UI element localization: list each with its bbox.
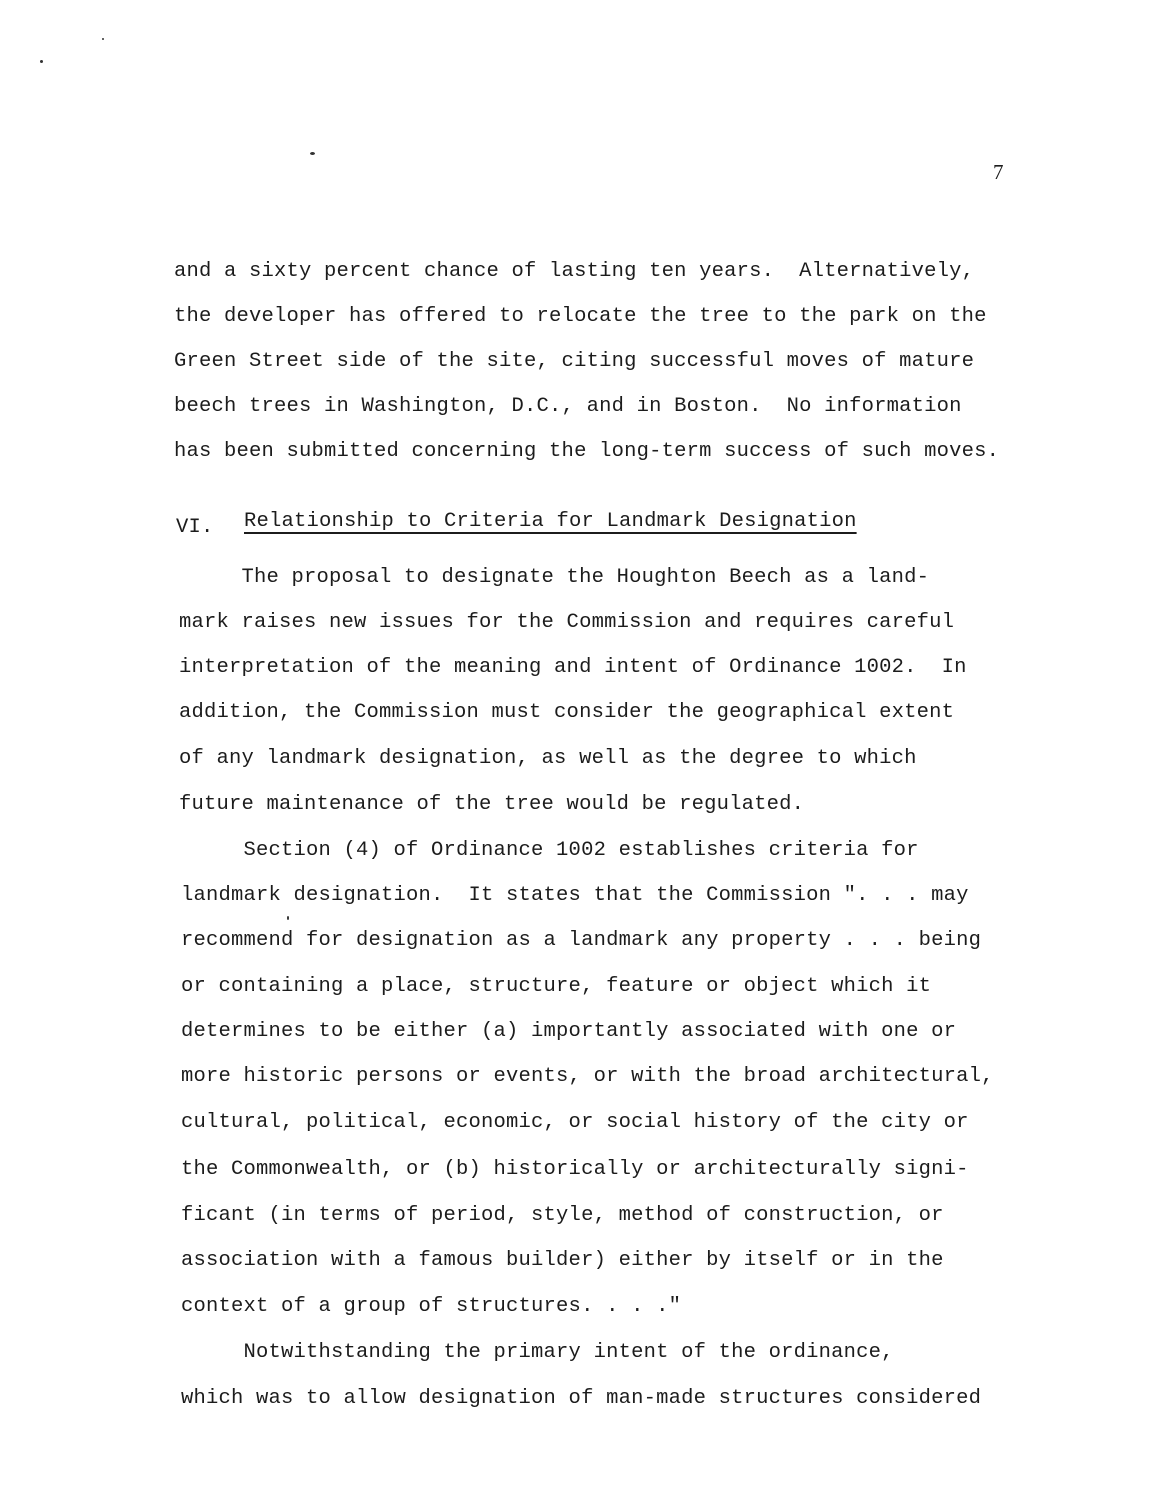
body-text-line: Notwithstanding the primary intent of the ordinance, <box>181 1341 894 1364</box>
body-text-line: which was to allow designation of man-made structures considered <box>181 1387 982 1410</box>
body-text-line: future maintenance of the tree would be regulated. <box>179 793 805 816</box>
body-text-line: ficant (in terms of period, style, method of construction, or <box>181 1204 944 1227</box>
body-text-line: interpretation of the meaning and intent of Ordinance 1002. In <box>179 656 967 679</box>
scan-speck <box>310 152 315 155</box>
section-title: Relationship to Criteria for Landmark Designation <box>244 510 857 533</box>
body-text-line: landmark designation. It states that the Commission ". . . may <box>181 884 969 907</box>
scan-speck <box>287 916 289 920</box>
body-text-line: has been submitted concerning the long-term success of such moves. <box>174 440 1000 463</box>
body-text-line: The proposal to designate the Houghton Beech as a land- <box>179 566 930 589</box>
body-text-line: Green Street side of the site, citing successful moves of mature <box>174 350 975 373</box>
body-text-line: recommend for designation as a landmark any property . . . being <box>181 929 982 952</box>
body-text-line: or containing a place, structure, feature or object which it <box>181 975 932 998</box>
section-number: VI. <box>176 516 214 539</box>
page-number: 7 <box>993 160 1004 184</box>
body-text-line: and a sixty percent chance of lasting ten years. Alternatively, <box>174 260 975 283</box>
body-text-line: the developer has offered to relocate the tree to the park on the <box>174 305 987 328</box>
scan-speck <box>102 38 104 40</box>
body-text-line: beech trees in Washington, D.C., and in Boston. No information <box>174 395 962 418</box>
body-text-line: association with a famous builder) either by itself or in the <box>181 1249 944 1272</box>
body-text-line: more historic persons or events, or with the broad architectural, <box>181 1065 994 1088</box>
scan-speck <box>40 60 43 63</box>
body-text-line: determines to be either (a) importantly associated with one or <box>181 1020 957 1043</box>
body-text-line: of any landmark designation, as well as the degree to which <box>179 747 917 770</box>
body-text-line: the Commonwealth, or (b) historically or architecturally signi- <box>181 1158 969 1181</box>
body-text-line: cultural, political, economic, or social history of the city or <box>181 1111 969 1134</box>
body-text-line: addition, the Commission must consider the geographical extent <box>179 701 955 724</box>
body-text-line: context of a group of structures. . . ." <box>181 1295 682 1318</box>
body-text-line: Section (4) of Ordinance 1002 establishes criteria for <box>181 839 919 862</box>
body-text-line: mark raises new issues for the Commission and requires careful <box>179 611 955 634</box>
